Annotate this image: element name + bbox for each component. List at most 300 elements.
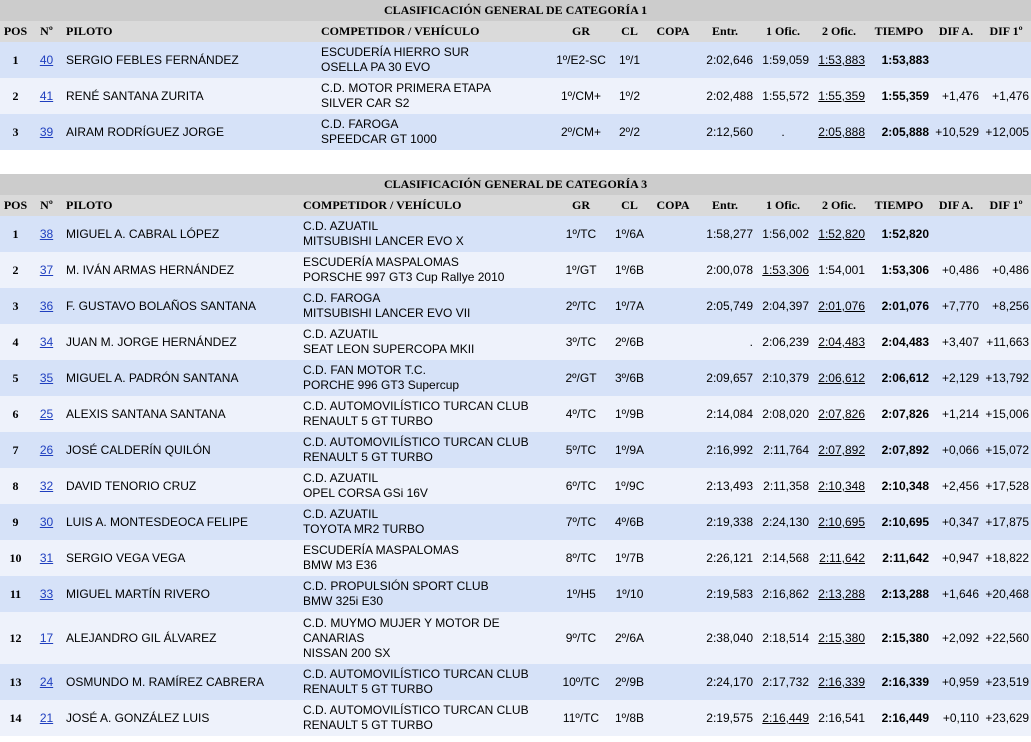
- category-3-table: [0, 174, 1031, 736]
- number-cell: [31, 216, 62, 252]
- header-difa: DIF A.: [931, 195, 981, 216]
- official1-time-cell: 2:24,130: [755, 504, 811, 540]
- training-time-cell: 1:58,277: [695, 216, 755, 252]
- final-time-cell: 1:53,306: [867, 252, 931, 288]
- position-cell: 6: [0, 396, 31, 432]
- training-time-cell: 2:13,493: [695, 468, 755, 504]
- diff-first-cell: +20,468: [981, 576, 1031, 612]
- copa-cell: [651, 468, 695, 504]
- official1-time-cell: 2:17,732: [755, 664, 811, 700]
- category-1-table: [0, 0, 1031, 150]
- competitor-vehicle-cell: [299, 700, 554, 736]
- position-cell: 2: [0, 78, 31, 114]
- competitor-vehicle-cell: [299, 612, 554, 664]
- competitor-name: ESCUDERÍA MASPALOMAS: [303, 255, 459, 269]
- vehicle-name: MITSUBISHI LANCER EVO VII: [303, 306, 471, 320]
- table-row: [0, 324, 1031, 360]
- diff-previous-cell: +0,066: [931, 432, 981, 468]
- class-cell: 2º/6A: [608, 612, 651, 664]
- group-cell: 2º/GT: [554, 360, 608, 396]
- header-num: Nº: [31, 21, 62, 42]
- driver-name-cell: LUIS A. MONTESDEOCA FELIPE: [62, 504, 299, 540]
- category-1-section: [0, 0, 1030, 150]
- competitor-vehicle-cell: [299, 216, 554, 252]
- header-gr: GR: [554, 21, 608, 42]
- driver-name-cell: RENÉ SANTANA ZURITA: [62, 78, 317, 114]
- driver-number-link[interactable]: 17: [39, 631, 54, 645]
- table-row: [0, 114, 1031, 150]
- competitor-vehicle-cell: [299, 324, 554, 360]
- class-cell: 1º/7A: [608, 288, 651, 324]
- official1-time-cell: 2:08,020: [755, 396, 811, 432]
- competitor-name: C.D. AUTOMOVILÍSTICO TURCAN CLUB: [303, 399, 529, 413]
- table-row: [0, 78, 1031, 114]
- competitor-vehicle-cell: [299, 396, 554, 432]
- vehicle-name: RENAULT 5 GT TURBO: [303, 450, 433, 464]
- header-pos: POS: [0, 195, 31, 216]
- driver-name-cell: JOSÉ CALDERÍN QUILÓN: [62, 432, 299, 468]
- copa-cell: [651, 114, 695, 150]
- official1-time-cell: 1:55,572: [755, 78, 811, 114]
- competitor-vehicle-cell: [299, 288, 554, 324]
- diff-previous-cell: +1,476: [931, 78, 981, 114]
- group-cell: 7º/TC: [554, 504, 608, 540]
- diff-first-cell: +13,792: [981, 360, 1031, 396]
- official1-time-cell: 2:16,862: [755, 576, 811, 612]
- official1-time-cell: 1:53,306: [755, 252, 811, 288]
- category-3-section: [0, 174, 1030, 736]
- official2-time-cell: 1:52,820: [811, 216, 867, 252]
- class-cell: 1º/10: [608, 576, 651, 612]
- official2-time-cell: 2:15,380: [811, 612, 867, 664]
- competitor-name: C.D. FAROGA: [321, 117, 399, 131]
- diff-previous-cell: +2,129: [931, 360, 981, 396]
- official2-time-cell: 1:55,359: [811, 78, 867, 114]
- driver-number-link[interactable]: 26: [39, 443, 54, 457]
- header-competidor: COMPETIDOR / VEHÍCULO: [299, 195, 554, 216]
- competitor-vehicle-cell: [317, 78, 554, 114]
- driver-number-link[interactable]: 40: [39, 53, 54, 67]
- position-cell: 7: [0, 432, 31, 468]
- number-cell: [31, 396, 62, 432]
- driver-name-cell: SERGIO FEBLES FERNÁNDEZ: [62, 42, 317, 78]
- header-cl: CL: [608, 21, 651, 42]
- final-time-cell: 2:06,612: [867, 360, 931, 396]
- final-time-cell: 2:05,888: [867, 114, 931, 150]
- class-cell: 1º/6A: [608, 216, 651, 252]
- group-cell: 6º/TC: [554, 468, 608, 504]
- driver-number-link[interactable]: 34: [39, 335, 54, 349]
- class-cell: 1º/9B: [608, 396, 651, 432]
- final-time-cell: 2:16,339: [867, 664, 931, 700]
- official2-time-cell: 2:16,541: [811, 700, 867, 736]
- competitor-name: C.D. AUTOMOVILÍSTICO TURCAN CLUB: [303, 435, 529, 449]
- diff-first-cell: +23,629: [981, 700, 1031, 736]
- driver-number-link[interactable]: 41: [39, 89, 54, 103]
- position-cell: 10: [0, 540, 31, 576]
- table-row: [0, 252, 1031, 288]
- training-time-cell: 2:19,583: [695, 576, 755, 612]
- competitor-name: C.D. AUTOMOVILÍSTICO TURCAN CLUB: [303, 667, 529, 681]
- class-cell: 1º/8B: [608, 700, 651, 736]
- category-title: CLASIFICACIÓN GENERAL DE CATEGORÍA 3: [0, 174, 1031, 195]
- diff-first-cell: +1,476: [981, 78, 1031, 114]
- final-time-cell: 1:52,820: [867, 216, 931, 252]
- number-cell: [31, 78, 62, 114]
- copa-cell: [651, 540, 695, 576]
- header-entr: Entr.: [695, 21, 755, 42]
- group-cell: 3º/TC: [554, 324, 608, 360]
- table-row: [0, 468, 1031, 504]
- number-cell: [31, 432, 62, 468]
- position-cell: 12: [0, 612, 31, 664]
- diff-first-cell: +17,875: [981, 504, 1031, 540]
- group-cell: 10º/TC: [554, 664, 608, 700]
- position-cell: 8: [0, 468, 31, 504]
- official2-time-cell: 2:04,483: [811, 324, 867, 360]
- final-time-cell: 2:07,892: [867, 432, 931, 468]
- competitor-vehicle-cell: [317, 42, 554, 78]
- position-cell: 3: [0, 288, 31, 324]
- vehicle-name: OPEL CORSA GSi 16V: [303, 486, 428, 500]
- diff-first-cell: +18,822: [981, 540, 1031, 576]
- table-row: [0, 42, 1031, 78]
- group-cell: 9º/TC: [554, 612, 608, 664]
- diff-previous-cell: +0,110: [931, 700, 981, 736]
- table-row: [0, 664, 1031, 700]
- driver-name-cell: SERGIO VEGA VEGA: [62, 540, 299, 576]
- training-time-cell: 2:26,121: [695, 540, 755, 576]
- diff-previous-cell: +1,214: [931, 396, 981, 432]
- official1-time-cell: 1:56,002: [755, 216, 811, 252]
- table-row: [0, 540, 1031, 576]
- diff-first-cell: +15,072: [981, 432, 1031, 468]
- driver-number-link[interactable]: 25: [39, 407, 54, 421]
- competitor-name-cont: CANARIAS: [303, 630, 365, 645]
- driver-number-link[interactable]: 33: [39, 587, 54, 601]
- number-cell: [31, 252, 62, 288]
- header-gr: GR: [554, 195, 608, 216]
- vehicle-name: SPEEDCAR GT 1000: [321, 132, 437, 146]
- training-time-cell: 2:02,488: [695, 78, 755, 114]
- copa-cell: [651, 612, 695, 664]
- vehicle-name: SEAT LEON SUPERCOPA MKII: [303, 342, 475, 356]
- competitor-name: C.D. AZUATIL: [303, 219, 379, 233]
- header-ofic2: 2 Ofic.: [811, 195, 867, 216]
- diff-first-cell: +11,663: [981, 324, 1031, 360]
- diff-previous-cell: +1,646: [931, 576, 981, 612]
- header-ofic1: 1 Ofic.: [755, 21, 811, 42]
- table-row: [0, 216, 1031, 252]
- table-row: [0, 396, 1031, 432]
- final-time-cell: 2:13,288: [867, 576, 931, 612]
- position-cell: 9: [0, 504, 31, 540]
- number-cell: [31, 360, 62, 396]
- official2-time-cell: 2:01,076: [811, 288, 867, 324]
- header-entr: Entr.: [695, 195, 755, 216]
- vehicle-name: MITSUBISHI LANCER EVO X: [303, 234, 464, 248]
- diff-first-cell: +15,006: [981, 396, 1031, 432]
- official2-time-cell: 2:13,288: [811, 576, 867, 612]
- diff-previous-cell: +10,529: [931, 114, 981, 150]
- driver-number-link[interactable]: 38: [39, 227, 54, 241]
- number-cell: [31, 468, 62, 504]
- category-title: CLASIFICACIÓN GENERAL DE CATEGORÍA 1: [0, 0, 1031, 21]
- driver-name-cell: F. GUSTAVO BOLAÑOS SANTANA: [62, 288, 299, 324]
- vehicle-name: SILVER CAR S2: [321, 96, 410, 110]
- diff-first-cell: +12,005: [981, 114, 1031, 150]
- class-cell: 4º/6B: [608, 504, 651, 540]
- position-cell: 5: [0, 360, 31, 396]
- header-copa: COPA: [651, 195, 695, 216]
- class-cell: 2º/6B: [608, 324, 651, 360]
- official1-time-cell: .: [755, 114, 811, 150]
- group-cell: 1º/CM+: [554, 78, 608, 114]
- class-cell: 1º/7B: [608, 540, 651, 576]
- training-time-cell: 2:19,575: [695, 700, 755, 736]
- training-time-cell: 2:16,992: [695, 432, 755, 468]
- group-cell: 1º/GT: [554, 252, 608, 288]
- header-tiempo: TIEMPO: [867, 21, 931, 42]
- competitor-name: C.D. PROPULSIÓN SPORT CLUB: [303, 579, 489, 593]
- diff-previous-cell: +3,407: [931, 324, 981, 360]
- diff-first-cell: +23,519: [981, 664, 1031, 700]
- class-cell: 1º/9C: [608, 468, 651, 504]
- official1-time-cell: 2:16,449: [755, 700, 811, 736]
- driver-number-link[interactable]: 37: [39, 263, 54, 277]
- position-cell: 1: [0, 216, 31, 252]
- competitor-vehicle-cell: [317, 114, 554, 150]
- position-cell: 11: [0, 576, 31, 612]
- competitor-name: ESCUDERÍA MASPALOMAS: [303, 543, 459, 557]
- official2-time-cell: 2:07,826: [811, 396, 867, 432]
- diff-first-cell: +8,256: [981, 288, 1031, 324]
- table-row: [0, 700, 1031, 736]
- diff-previous-cell: +0,347: [931, 504, 981, 540]
- driver-number-link[interactable]: 24: [39, 675, 54, 689]
- official2-time-cell: 2:06,612: [811, 360, 867, 396]
- training-time-cell: 2:02,646: [695, 42, 755, 78]
- group-cell: 4º/TC: [554, 396, 608, 432]
- position-cell: 4: [0, 324, 31, 360]
- final-time-cell: 2:04,483: [867, 324, 931, 360]
- driver-name-cell: MIGUEL A. PADRÓN SANTANA: [62, 360, 299, 396]
- training-time-cell: 2:00,078: [695, 252, 755, 288]
- table-row: [0, 288, 1031, 324]
- copa-cell: [651, 216, 695, 252]
- vehicle-name: NISSAN 200 SX: [303, 645, 391, 660]
- training-time-cell: 2:38,040: [695, 612, 755, 664]
- driver-name-cell: ALEJANDRO GIL ÁLVAREZ: [62, 612, 299, 664]
- training-time-cell: 2:14,084: [695, 396, 755, 432]
- official1-time-cell: 2:10,379: [755, 360, 811, 396]
- final-time-cell: 2:15,380: [867, 612, 931, 664]
- driver-number-link[interactable]: 35: [39, 371, 54, 385]
- competitor-vehicle-cell: [299, 664, 554, 700]
- final-time-cell: 2:07,826: [867, 396, 931, 432]
- official2-time-cell: 2:16,339: [811, 664, 867, 700]
- table-row: [0, 360, 1031, 396]
- position-cell: 14: [0, 700, 31, 736]
- final-time-cell: 2:16,449: [867, 700, 931, 736]
- final-time-cell: 2:01,076: [867, 288, 931, 324]
- header-copa: COPA: [651, 21, 695, 42]
- driver-number-link[interactable]: 31: [39, 551, 54, 565]
- final-time-cell: 2:10,348: [867, 468, 931, 504]
- competitor-name: C.D. AZUATIL: [303, 471, 379, 485]
- competitor-name: C.D. MOTOR PRIMERA ETAPA: [321, 81, 492, 95]
- official2-time-cell: 2:11,642: [811, 540, 867, 576]
- copa-cell: [651, 252, 695, 288]
- number-cell: [31, 576, 62, 612]
- diff-previous-cell: +0,959: [931, 664, 981, 700]
- number-cell: [31, 504, 62, 540]
- official1-time-cell: 2:04,397: [755, 288, 811, 324]
- diff-first-cell: +17,528: [981, 468, 1031, 504]
- training-time-cell: 2:12,560: [695, 114, 755, 150]
- driver-number-link[interactable]: 36: [39, 299, 54, 313]
- number-cell: [31, 664, 62, 700]
- competitor-vehicle-cell: [299, 252, 554, 288]
- competitor-vehicle-cell: [299, 504, 554, 540]
- table-row: [0, 504, 1031, 540]
- diff-first-cell: +22,560: [981, 612, 1031, 664]
- position-cell: 1: [0, 42, 31, 78]
- official1-time-cell: 2:14,568: [755, 540, 811, 576]
- competitor-name: C.D. AZUATIL: [303, 327, 379, 341]
- competitor-vehicle-cell: [299, 360, 554, 396]
- diff-first-cell: +0,486: [981, 252, 1031, 288]
- header-cl: CL: [608, 195, 651, 216]
- final-time-cell: 1:55,359: [867, 78, 931, 114]
- number-cell: [31, 324, 62, 360]
- class-cell: 1º/9A: [608, 432, 651, 468]
- official2-time-cell: 1:54,001: [811, 252, 867, 288]
- driver-number-link[interactable]: 21: [39, 711, 54, 725]
- diff-previous-cell: [931, 216, 981, 252]
- training-time-cell: 2:24,170: [695, 664, 755, 700]
- driver-number-link[interactable]: 30: [39, 515, 54, 529]
- diff-previous-cell: +2,456: [931, 468, 981, 504]
- training-time-cell: 2:19,338: [695, 504, 755, 540]
- vehicle-name: BMW 325i E30: [303, 594, 384, 608]
- training-time-cell: .: [695, 324, 755, 360]
- vehicle-name: BMW M3 E36: [303, 558, 378, 572]
- class-cell: 2º/2: [608, 114, 651, 150]
- competitor-name: C.D. AZUATIL: [303, 507, 379, 521]
- final-time-cell: 2:10,695: [867, 504, 931, 540]
- official1-time-cell: 2:11,358: [755, 468, 811, 504]
- driver-name-cell: OSMUNDO M. RAMÍREZ CABRERA: [62, 664, 299, 700]
- official2-time-cell: 2:10,695: [811, 504, 867, 540]
- header-dif1: DIF 1º: [981, 21, 1031, 42]
- header-ofic2: 2 Ofic.: [811, 21, 867, 42]
- group-cell: 1º/TC: [554, 216, 608, 252]
- copa-cell: [651, 360, 695, 396]
- driver-number-link[interactable]: 39: [39, 125, 54, 139]
- group-cell: 5º/TC: [554, 432, 608, 468]
- competitor-vehicle-cell: [299, 576, 554, 612]
- driver-number-link[interactable]: 32: [39, 479, 54, 493]
- header-tiempo: TIEMPO: [867, 195, 931, 216]
- final-time-cell: 2:11,642: [867, 540, 931, 576]
- position-cell: 3: [0, 114, 31, 150]
- vehicle-name: TOYOTA MR2 TURBO: [303, 522, 425, 536]
- copa-cell: [651, 432, 695, 468]
- competitor-name: C.D. FAN MOTOR T.C.: [303, 363, 426, 377]
- training-time-cell: 2:05,749: [695, 288, 755, 324]
- vehicle-name: OSELLA PA 30 EVO: [321, 60, 431, 74]
- class-cell: 1º/1: [608, 42, 651, 78]
- vehicle-name: RENAULT 5 GT TURBO: [303, 414, 433, 428]
- competitor-vehicle-cell: [299, 432, 554, 468]
- number-cell: [31, 540, 62, 576]
- driver-name-cell: M. IVÁN ARMAS HERNÁNDEZ: [62, 252, 299, 288]
- final-time-cell: 1:53,883: [867, 42, 931, 78]
- header-dif1: DIF 1º: [981, 195, 1031, 216]
- official1-time-cell: 2:11,764: [755, 432, 811, 468]
- header-piloto: PILOTO: [62, 21, 317, 42]
- competitor-vehicle-cell: [299, 468, 554, 504]
- number-cell: [31, 114, 62, 150]
- copa-cell: [651, 576, 695, 612]
- competitor-name: C.D. MUYMO MUJER Y MOTOR DE: [303, 615, 500, 630]
- class-cell: 3º/6B: [608, 360, 651, 396]
- class-cell: 1º/6B: [608, 252, 651, 288]
- official1-time-cell: 2:18,514: [755, 612, 811, 664]
- official1-time-cell: 2:06,239: [755, 324, 811, 360]
- position-cell: 13: [0, 664, 31, 700]
- number-cell: [31, 42, 62, 78]
- table-row: [0, 432, 1031, 468]
- copa-cell: [651, 504, 695, 540]
- header-difa: DIF A.: [931, 21, 981, 42]
- table-row: [0, 612, 1031, 664]
- number-cell: [31, 700, 62, 736]
- header-pos: POS: [0, 21, 31, 42]
- header-competidor: COMPETIDOR / VEHÍCULO: [317, 21, 554, 42]
- official2-time-cell: 2:05,888: [811, 114, 867, 150]
- driver-name-cell: ALEXIS SANTANA SANTANA: [62, 396, 299, 432]
- official1-time-cell: 1:59,059: [755, 42, 811, 78]
- driver-name-cell: JUAN M. JORGE HERNÁNDEZ: [62, 324, 299, 360]
- official2-time-cell: 2:10,348: [811, 468, 867, 504]
- header-num: Nº: [31, 195, 62, 216]
- class-cell: 1º/2: [608, 78, 651, 114]
- competitor-name: ESCUDERÍA HIERRO SUR: [321, 45, 470, 59]
- copa-cell: [651, 42, 695, 78]
- group-cell: 1º/H5: [554, 576, 608, 612]
- diff-first-cell: [981, 42, 1031, 78]
- position-cell: 2: [0, 252, 31, 288]
- copa-cell: [651, 396, 695, 432]
- vehicle-name: RENAULT 5 GT TURBO: [303, 682, 433, 696]
- copa-cell: [651, 78, 695, 114]
- copa-cell: [651, 700, 695, 736]
- group-cell: 8º/TC: [554, 540, 608, 576]
- copa-cell: [651, 288, 695, 324]
- driver-name-cell: MIGUEL A. CABRAL LÓPEZ: [62, 216, 299, 252]
- driver-name-cell: JOSÉ A. GONZÁLEZ LUIS: [62, 700, 299, 736]
- group-cell: 2º/TC: [554, 288, 608, 324]
- driver-name-cell: MIGUEL MARTÍN RIVERO: [62, 576, 299, 612]
- header-ofic1: 1 Ofic.: [755, 195, 811, 216]
- vehicle-name: RENAULT 5 GT TURBO: [303, 718, 433, 732]
- competitor-vehicle-cell: [299, 540, 554, 576]
- diff-previous-cell: [931, 42, 981, 78]
- diff-previous-cell: +0,486: [931, 252, 981, 288]
- copa-cell: [651, 664, 695, 700]
